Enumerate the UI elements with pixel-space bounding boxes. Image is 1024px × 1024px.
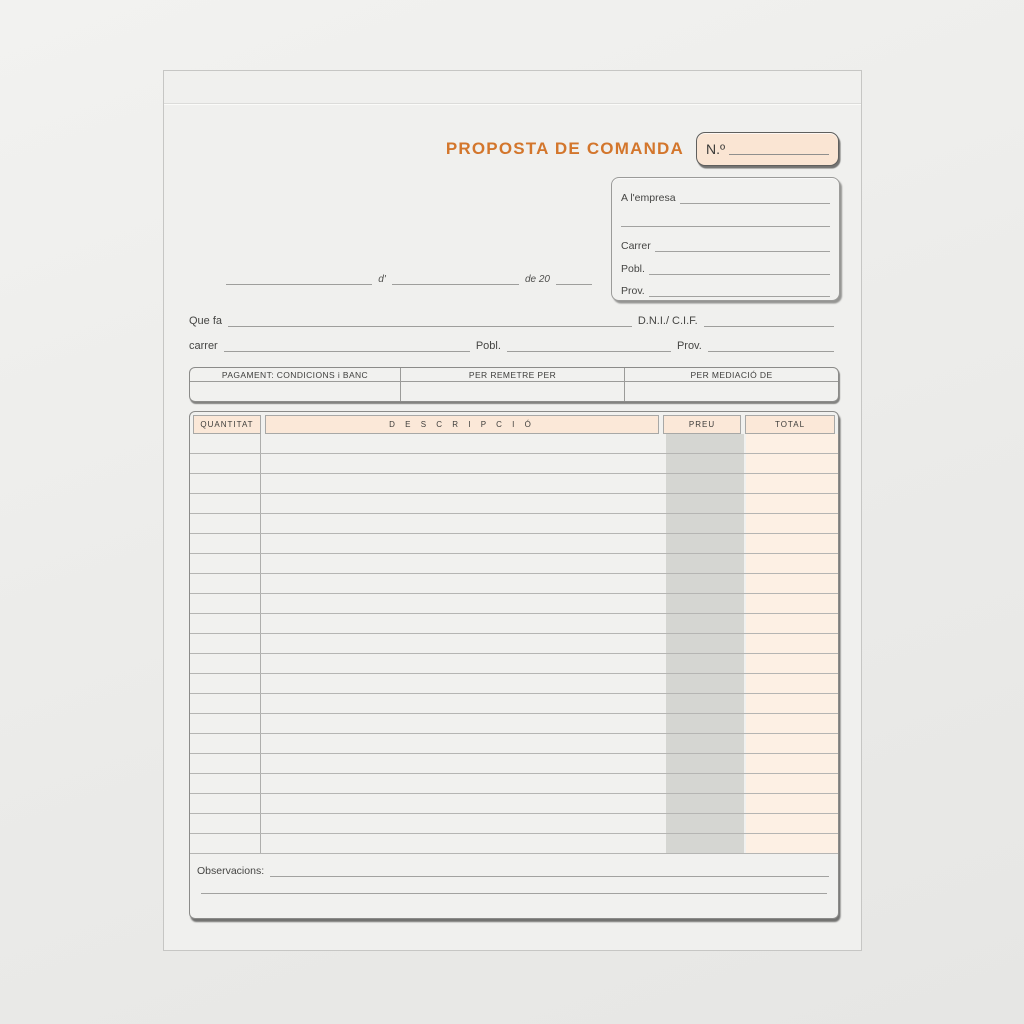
- table-body: [190, 434, 838, 854]
- province-blank: [649, 288, 830, 297]
- table-row: [190, 594, 838, 614]
- table-row: [190, 754, 838, 774]
- payment-band: [189, 367, 839, 402]
- quantity-cell: [190, 594, 261, 613]
- table-row: [190, 474, 838, 494]
- total-cell: [746, 474, 838, 493]
- table-header-row: [190, 412, 838, 434]
- price-cell: [664, 434, 746, 453]
- customer-street-label: carrer: [189, 340, 218, 352]
- price-cell: [664, 534, 746, 553]
- description-cell: [261, 674, 664, 693]
- street-label: Carrer: [621, 240, 651, 252]
- description-cell: [261, 614, 664, 633]
- description-cell: [261, 634, 664, 653]
- customer-name-blank: [228, 318, 632, 327]
- province-row: [621, 285, 830, 297]
- payment-conditions-column: [190, 368, 400, 401]
- company-blank-2: [621, 226, 830, 227]
- total-cell: [746, 814, 838, 833]
- price-cell: [664, 714, 746, 733]
- total-cell: [746, 674, 838, 693]
- quantity-cell: [190, 514, 261, 533]
- month-blank: [392, 276, 519, 285]
- total-cell: [746, 514, 838, 533]
- quantity-cell: [190, 734, 261, 753]
- description-cell: [261, 734, 664, 753]
- mediation-column: [624, 368, 838, 401]
- title-row: [364, 132, 839, 166]
- price-cell: [664, 734, 746, 753]
- total-cell: [746, 774, 838, 793]
- total-cell: [746, 614, 838, 633]
- description-cell: [261, 534, 664, 553]
- price-cell: [664, 574, 746, 593]
- description-cell: [261, 754, 664, 773]
- id-blank: [704, 318, 834, 327]
- form-title: PROPOSTA DE COMANDA: [445, 139, 684, 158]
- customer-province-label: Prov.: [676, 340, 702, 352]
- quantity-cell: [190, 554, 261, 573]
- total-cell: [746, 694, 838, 713]
- price-cell: [664, 754, 746, 773]
- description-cell: [261, 494, 664, 513]
- observations-blank-2: [201, 893, 827, 894]
- total-header: TOTAL: [745, 415, 835, 434]
- quantity-cell: [190, 794, 261, 813]
- table-row: [190, 554, 838, 574]
- description-cell: [261, 574, 664, 593]
- quantity-cell: [190, 834, 261, 853]
- orders-label: Que fa: [189, 315, 223, 327]
- price-cell: [664, 794, 746, 813]
- customer-town-blank: [507, 343, 671, 352]
- year-label: de 20: [524, 274, 550, 285]
- quantity-cell: [190, 434, 261, 453]
- total-cell: [746, 594, 838, 613]
- description-cell: [261, 474, 664, 493]
- table-row: [190, 634, 838, 654]
- quantity-cell: [190, 694, 261, 713]
- date-line: [226, 274, 592, 285]
- perforation-line: [164, 103, 861, 105]
- total-cell: [746, 494, 838, 513]
- total-cell: [746, 654, 838, 673]
- price-cell: [664, 834, 746, 853]
- price-cell: [664, 514, 746, 533]
- quantity-cell: [190, 774, 261, 793]
- description-cell: [261, 694, 664, 713]
- province-label: Prov.: [621, 285, 645, 297]
- total-cell: [746, 634, 838, 653]
- quantity-cell: [190, 674, 261, 693]
- price-cell: [664, 634, 746, 653]
- description-cell: [261, 794, 664, 813]
- description-cell: [261, 594, 664, 613]
- price-cell: [664, 674, 746, 693]
- total-cell: [746, 534, 838, 553]
- items-table-block: [189, 411, 839, 919]
- total-cell: [746, 554, 838, 573]
- place-blank: [226, 276, 372, 285]
- quantity-cell: [190, 634, 261, 653]
- description-cell: [261, 454, 664, 473]
- address-block: [611, 177, 840, 301]
- table-row: [190, 734, 838, 754]
- order-form-page: [163, 70, 862, 951]
- table-row: [190, 834, 838, 854]
- company-row: [621, 192, 830, 204]
- observations-blank: [270, 869, 829, 877]
- table-row: [190, 514, 838, 534]
- table-row: [190, 674, 838, 694]
- price-cell: [664, 774, 746, 793]
- order-number-blank: [729, 143, 829, 155]
- description-cell: [261, 814, 664, 833]
- town-label: Pobl.: [621, 263, 645, 275]
- customer-town-label: Pobl.: [475, 340, 501, 352]
- order-number-label: N.º: [706, 141, 726, 157]
- table-row: [190, 654, 838, 674]
- town-blank: [649, 266, 830, 275]
- description-cell: [261, 774, 664, 793]
- order-number-box: [696, 132, 839, 166]
- quantity-cell: [190, 494, 261, 513]
- customer-province-blank: [708, 343, 834, 352]
- company-label: A l'empresa: [621, 192, 676, 204]
- table-row: [190, 454, 838, 474]
- quantity-header: QUANTITAT: [193, 415, 261, 434]
- payment-conditions-header: PAGAMENT: CONDICIONS i BANC: [190, 368, 400, 382]
- street-row: [621, 240, 830, 252]
- price-header: PREU: [663, 415, 741, 434]
- total-cell: [746, 734, 838, 753]
- quantity-cell: [190, 614, 261, 633]
- table-row: [190, 534, 838, 554]
- quantity-cell: [190, 654, 261, 673]
- table-row: [190, 694, 838, 714]
- price-cell: [664, 814, 746, 833]
- total-cell: [746, 794, 838, 813]
- table-row: [190, 434, 838, 454]
- total-cell: [746, 434, 838, 453]
- observations-section: [190, 854, 838, 894]
- table-row: [190, 494, 838, 514]
- price-cell: [664, 614, 746, 633]
- shipping-method-header: PER REMETRE PER: [401, 368, 624, 382]
- total-cell: [746, 834, 838, 853]
- description-header: D E S C R I P C I Ó: [265, 415, 659, 434]
- price-cell: [664, 654, 746, 673]
- description-cell: [261, 714, 664, 733]
- observations-row: [197, 865, 829, 877]
- description-cell: [261, 514, 664, 533]
- price-cell: [664, 554, 746, 573]
- year-blank: [556, 276, 592, 285]
- quantity-cell: [190, 754, 261, 773]
- observations-label: Observacions:: [197, 865, 265, 877]
- description-cell: [261, 554, 664, 573]
- quantity-cell: [190, 714, 261, 733]
- day-label: d': [378, 274, 386, 285]
- description-cell: [261, 654, 664, 673]
- description-cell: [261, 834, 664, 853]
- mediation-header: PER MEDIACIÓ DE: [625, 368, 838, 382]
- company-blank: [680, 195, 830, 204]
- table-row: [190, 814, 838, 834]
- table-row: [190, 614, 838, 634]
- quantity-cell: [190, 574, 261, 593]
- total-cell: [746, 714, 838, 733]
- shipping-method-column: [400, 368, 624, 401]
- price-cell: [664, 594, 746, 613]
- table-row: [190, 574, 838, 594]
- price-cell: [664, 494, 746, 513]
- quantity-cell: [190, 814, 261, 833]
- table-row: [190, 794, 838, 814]
- town-row: [621, 263, 830, 275]
- total-cell: [746, 454, 838, 473]
- description-cell: [261, 434, 664, 453]
- customer-street-blank: [224, 343, 470, 352]
- table-row: [190, 774, 838, 794]
- price-cell: [664, 454, 746, 473]
- customer-address-row: [189, 340, 834, 352]
- price-cell: [664, 694, 746, 713]
- street-blank: [655, 243, 830, 252]
- quantity-cell: [190, 534, 261, 553]
- total-cell: [746, 574, 838, 593]
- total-cell: [746, 754, 838, 773]
- id-label: D.N.I./ C.I.F.: [637, 315, 698, 327]
- price-cell: [664, 474, 746, 493]
- quantity-cell: [190, 454, 261, 473]
- quantity-cell: [190, 474, 261, 493]
- customer-row: [189, 315, 834, 327]
- table-row: [190, 714, 838, 734]
